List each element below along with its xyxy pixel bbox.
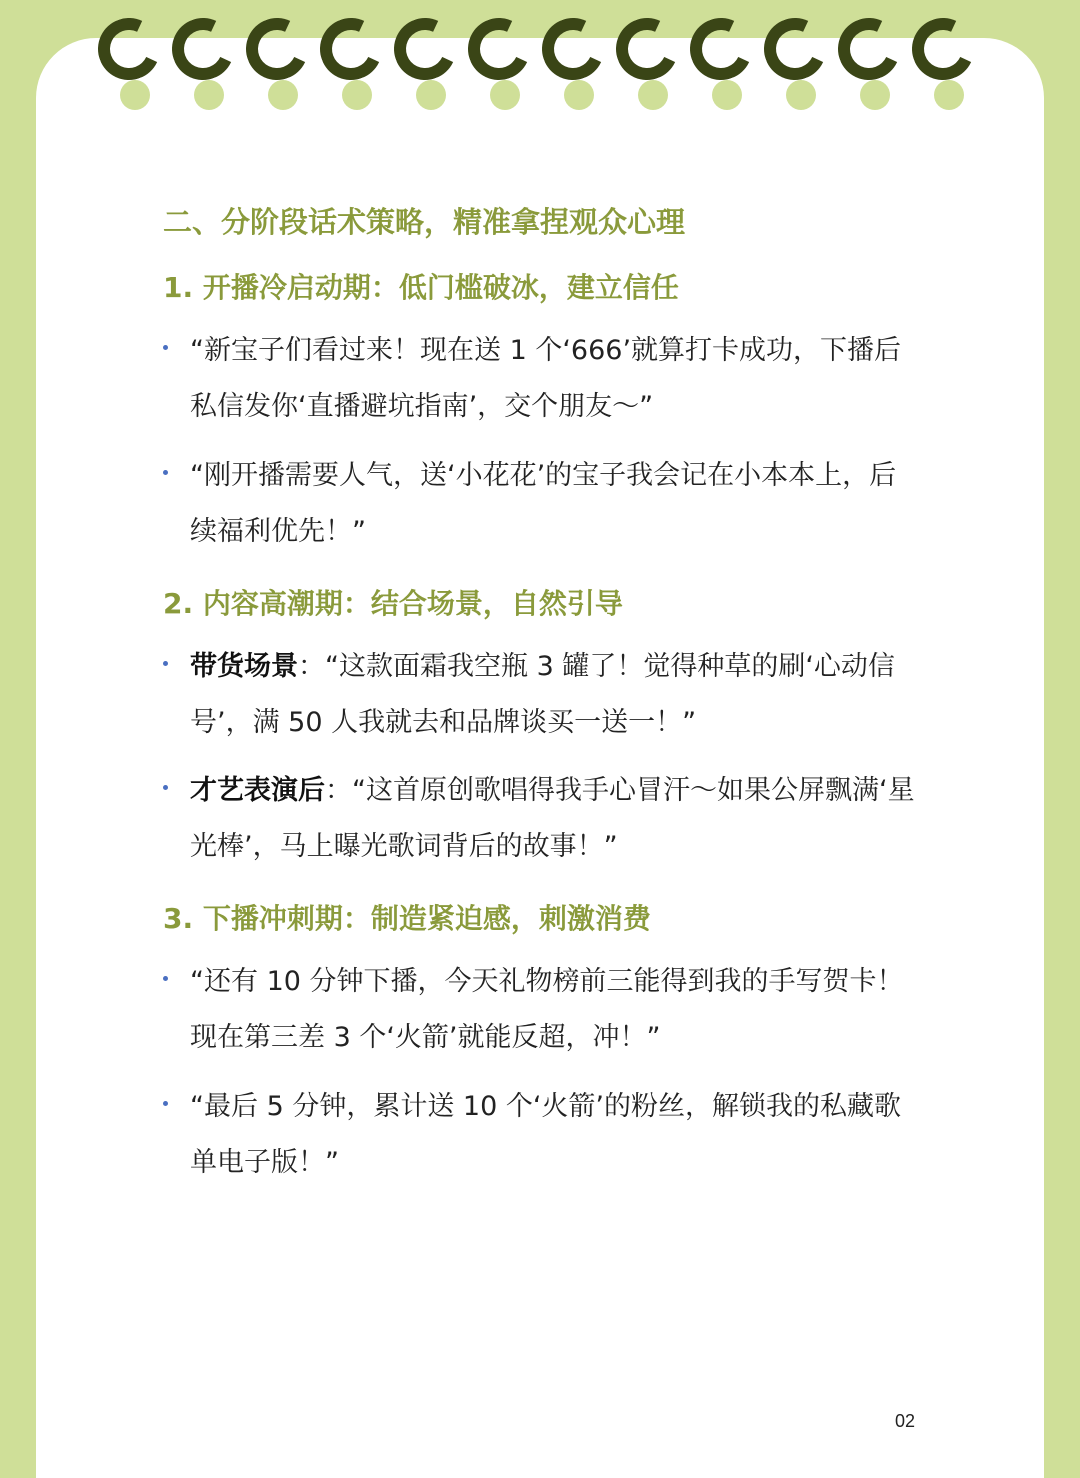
bullet-icon xyxy=(163,785,168,790)
ring-icon xyxy=(246,18,320,106)
bullet-icon xyxy=(163,345,168,350)
list-item: 才艺表演后：“这首原创歌唱得我手心冒汗～如果公屏飘满‘星光棒’，马上曝光歌词背后的故事！” xyxy=(163,763,923,875)
list-item: “最后 5 分钟，累计送 10 个‘火箭’的粉丝，解锁我的私藏歌单电子版！” xyxy=(163,1079,923,1191)
section-title: 1. 开播冷启动期：低门槛破冰，建立信任 xyxy=(163,271,679,304)
bullet-icon xyxy=(163,976,168,981)
ring-icon xyxy=(542,18,616,106)
list-item: “还有 10 分钟下播，今天礼物榜前三能得到我的手写贺卡！现在第三差 3 个‘火箭’就能反超，冲！” xyxy=(163,954,923,1066)
list-item: “刚开播需要人气，送‘小花花’的宝子我会记在小本本上，后续福利优先！” xyxy=(163,448,923,560)
list-item: 带货场景：“这款面霜我空瓶 3 罐了！觉得种草的刷‘心动信号’，满 50 人我就去和品牌谈买一送一！” xyxy=(163,639,923,751)
ring-icon xyxy=(320,18,394,106)
bullet-icon xyxy=(163,470,168,475)
ring-icon xyxy=(468,18,542,106)
list-item: “新宝子们看过来！现在送 1 个‘666’就算打卡成功，下播后私信发你‘直播避坑指南’，交个朋友～” xyxy=(163,323,923,435)
ring-icon xyxy=(912,18,986,106)
ring-icon xyxy=(98,18,172,106)
ring-icon xyxy=(616,18,690,106)
ring-icon xyxy=(394,18,468,106)
ring-icon xyxy=(764,18,838,106)
ring-icon xyxy=(172,18,246,106)
section-title: 3. 下播冲刺期：制造紧迫感，刺激消费 xyxy=(163,902,651,935)
bullet-icon xyxy=(163,661,168,666)
page-heading: 二、分阶段话术策略，精准拿捏观众心理 xyxy=(163,205,686,239)
section-title: 2. 内容高潮期：结合场景，自然引导 xyxy=(163,587,623,620)
bullet-icon xyxy=(163,1101,168,1106)
notebook-page xyxy=(36,38,1044,1478)
ring-icon xyxy=(690,18,764,106)
spiral-binding xyxy=(0,0,1080,110)
page-number: 02 xyxy=(895,1411,916,1431)
ring-icon xyxy=(838,18,912,106)
